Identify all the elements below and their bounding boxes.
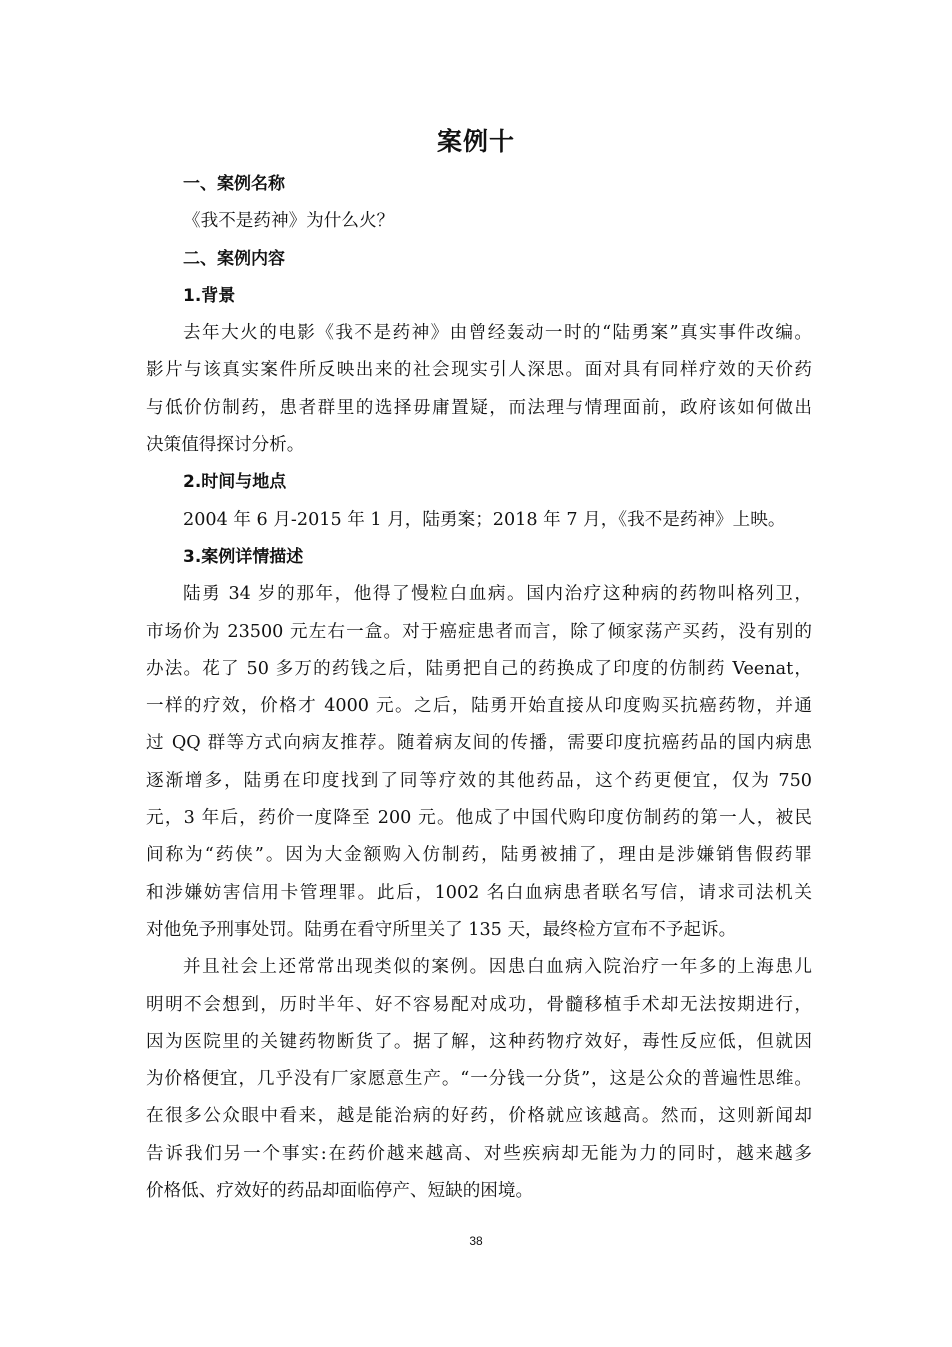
paragraph-line: 过 QQ 群等方式向病友推荐。随着病友间的传播，需要印度抗癌药品的国内病患	[146, 733, 812, 754]
paragraph-line: 逐渐增多，陆勇在印度找到了同等疗效的其他药品，这个药更便宜，仅为 750	[146, 770, 812, 791]
details-paragraph-2	[146, 949, 812, 1210]
paragraph-line: 决策值得探讨分析。	[146, 435, 305, 456]
paragraph-line: 去年大火的电影《我不是药神》由曾经轰动一时的“陆勇案”真实事件改编。	[183, 323, 812, 344]
paragraph-line: 办法。花了 50 多万的药钱之后，陆勇把自己的药换成了印度的仿制药 Veenat，	[146, 658, 812, 679]
case-name-text: 《我不是药神》为什么火？	[183, 211, 395, 232]
time-place-text: 2004 年 6 月-2015 年 1 月，陆勇案；2018 年 7 月，《我不是药神》上映。	[183, 509, 786, 530]
paragraph-line: 和涉嫌妨害信用卡管理罪。此后，1002 名白血病患者联名写信，请求司法机关	[146, 882, 812, 903]
paragraph-line: 与低价仿制药，患者群里的选择毋庸置疑，而法理与情理面前，政府该如何做出	[146, 397, 812, 418]
page-number: 38	[469, 1234, 483, 1248]
paragraph-line: 因为医院里的关键药物断货了。据了解，这种药物疗效好，毒性反应低，但就因	[146, 1031, 812, 1052]
paragraph-line: 明明不会想到，历时半年、好不容易配对成功，骨髓移植手术却无法按期进行，	[146, 994, 812, 1015]
subheading-background: 1.背景	[183, 285, 236, 306]
section-heading-case-content: 二、案例内容	[183, 248, 285, 269]
paragraph-line: 一样的疗效，价格才 4000 元。之后，陆勇开始直接从印度购买抗癌药物，并通	[146, 696, 812, 717]
subheading-case-details: 3.案例详情描述	[183, 546, 304, 567]
details-paragraph-1	[146, 576, 812, 949]
section-heading-case-name: 一、案例名称	[183, 174, 285, 194]
paragraph-line: 市场价为 23500 元左右一盒。对于癌症患者而言，除了倾家荡产买药，没有别的	[146, 621, 812, 642]
paragraph-line: 告诉我们另一个事实:在药价越来越高、对些疾病却无能为力的同时，越来越多	[146, 1143, 812, 1164]
paragraph-line: 并且社会上还常常出现类似的案例。因患白血病入院治疗一年多的上海患儿	[183, 957, 812, 978]
paragraph-line: 陆勇 34 岁的那年，他得了慢粒白血病。国内治疗这种病的药物叫格列卫，	[183, 584, 812, 605]
paragraph-line: 在很多公众眼中看来，越是能治病的好药，价格就应该越高。然而，这则新闻却	[146, 1106, 812, 1127]
paragraph-line: 元，3 年后，药价一度降至 200 元。他成了中国代购印度仿制药的第一人，被民	[146, 808, 812, 829]
page-title: 案例十	[436, 127, 515, 156]
paragraph-line: 间称为“药侠”。因为大金额购入仿制药，陆勇被捕了，理由是涉嫌销售假药罪	[146, 845, 812, 866]
paragraph-line: 价格低、疗效好的药品却面临停产、短缺的困境。	[146, 1181, 534, 1202]
document-body	[146, 166, 812, 1210]
background-paragraph	[146, 315, 812, 464]
paragraph-line: 为价格便宜，几乎没有厂家愿意生产。“一分钱一分货”，这是公众的普遍性思维。	[146, 1069, 812, 1090]
paragraph-line: 影片与该真实案件所反映出来的社会现实引人深思。面对具有同样疗效的天价药	[146, 360, 812, 381]
paragraph-line: 对他免予刑事处罚。陆勇在看守所里关了 135 天，最终检方宣布不予起诉。	[146, 919, 737, 940]
subheading-time-place: 2.时间与地点	[183, 472, 287, 493]
